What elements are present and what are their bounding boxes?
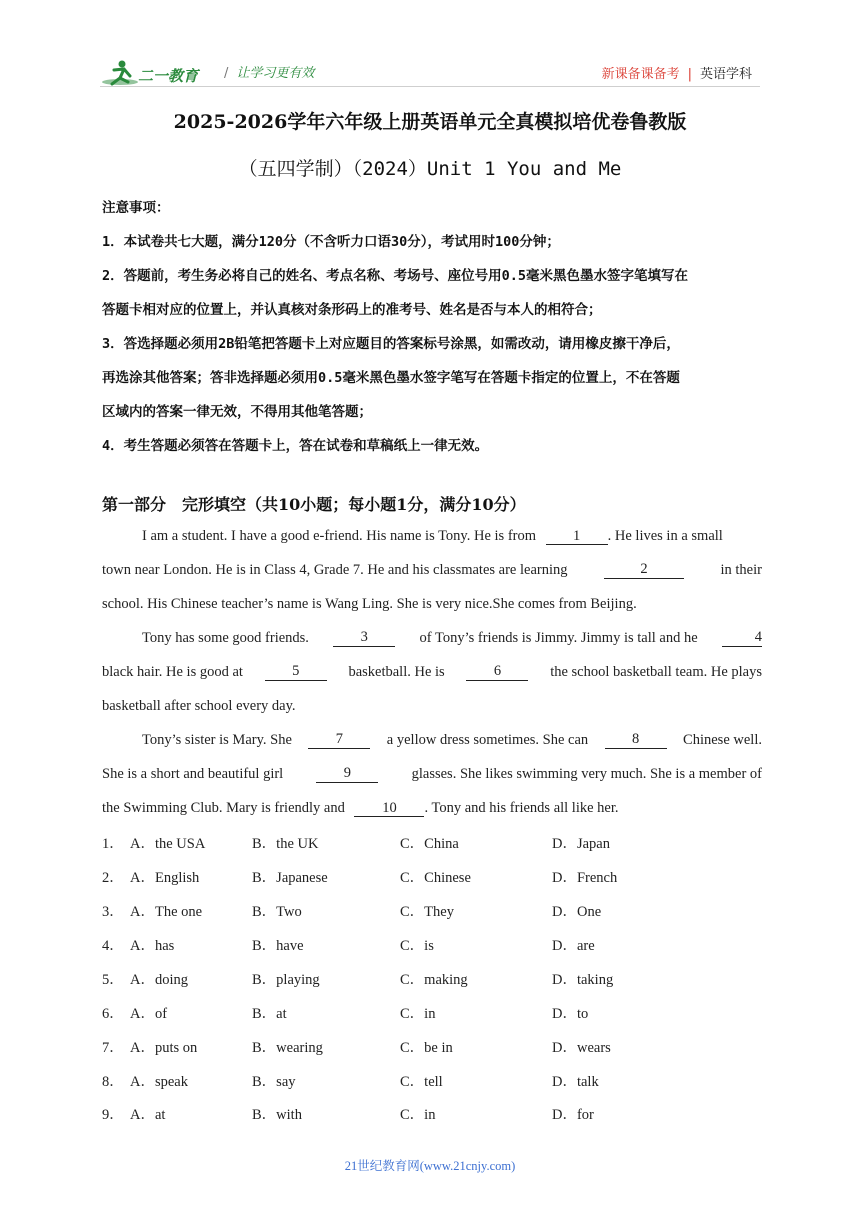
option-d[interactable]: D．wears <box>552 1040 611 1056</box>
passage-text: Tony’s sister is Mary. She <box>142 732 292 748</box>
notice-item-4: 4．考生答题必须答在答题卡上，答在试卷和草稿纸上一律无效。 <box>102 438 489 454</box>
passage-line <box>102 766 762 783</box>
option-c[interactable]: C．China <box>400 836 459 852</box>
option-d[interactable]: D．One <box>552 904 602 920</box>
exam-subtitle: （五四学制）（2024）Unit 1 You and Me <box>238 158 622 180</box>
option-c[interactable]: C．be in <box>400 1040 453 1056</box>
question-number: 9． <box>102 1107 124 1123</box>
question-number: 2． <box>102 870 124 886</box>
question-options-2 <box>102 866 762 886</box>
page-footer[interactable]: 21世纪教育网(www.21cnjy.com) <box>344 1159 516 1173</box>
option-c[interactable]: C．Chinese <box>400 870 471 886</box>
option-c[interactable]: C．They <box>400 904 454 920</box>
question-options-3 <box>102 900 762 920</box>
passage-line: basketball after school every day. <box>102 698 296 714</box>
blank-10: 10 <box>354 801 424 817</box>
question-number: 6． <box>102 1006 124 1022</box>
option-c[interactable]: C．in <box>400 1107 436 1123</box>
passage-text: . Tony and his friends all like her. <box>424 800 619 816</box>
passage-text: Tony has some good friends. <box>142 630 309 646</box>
passage-line <box>102 664 762 681</box>
option-c[interactable]: C．in <box>400 1006 436 1022</box>
option-a[interactable]: A．The one <box>130 904 203 920</box>
passage-line <box>102 800 762 817</box>
question-options-9 <box>102 1103 762 1123</box>
section-title: 第一部分 完形填空（共10小题；每小题1分，满分10分） <box>102 495 526 514</box>
notice-item-3-cont-2: 区域内的答案一律无效，不得用其他笔答题； <box>102 404 372 420</box>
question-number: 8． <box>102 1074 124 1090</box>
passage-text: I am a student. I have a good e-friend. His name is Tony. He is from <box>142 528 537 544</box>
header-subject <box>602 63 752 82</box>
notice-item-2-cont: 答题卡相对应的位置上，并认真核对条形码上的准考号、姓名是否与本人的相符合； <box>102 302 602 318</box>
option-a[interactable]: A．puts on <box>130 1040 198 1056</box>
option-d[interactable]: D．Japan <box>552 836 610 852</box>
passage-text: . He lives in a small <box>607 528 723 544</box>
notice-item-1: 1．本试卷共七大题，满分120分（不含听力口语30分），考试用时100分钟； <box>102 234 560 250</box>
question-number: 7． <box>102 1040 124 1056</box>
question-options-7 <box>102 1036 762 1056</box>
question-options-1 <box>102 832 762 852</box>
option-b[interactable]: B．playing <box>252 972 320 988</box>
passage-text: Chinese well. <box>683 732 762 748</box>
question-options-5 <box>102 968 762 988</box>
passage-line <box>142 630 762 647</box>
option-c[interactable]: C．making <box>400 972 468 988</box>
option-b[interactable]: B．have <box>252 938 304 954</box>
option-b[interactable]: B．the UK <box>252 836 319 852</box>
passage-line <box>142 528 762 545</box>
notice-item-3-cont: 再选涂其他答案；答非选择题必须用0.5毫米黑色墨水签字笔写在答题卡指定的位置上，不在答题 <box>102 370 680 386</box>
passage-text: in their <box>720 562 762 578</box>
question-number: 5． <box>102 972 124 988</box>
option-c[interactable]: C．is <box>400 938 434 954</box>
option-b[interactable]: B．Japanese <box>252 870 328 886</box>
option-b[interactable]: B．with <box>252 1107 302 1123</box>
option-a[interactable]: A．at <box>130 1107 166 1123</box>
blank-9: 9 <box>316 766 378 783</box>
option-d[interactable]: D．talk <box>552 1074 599 1090</box>
notice-item-2: 2．答题前，考生务必将自己的姓名、考点名称、考场号、座位号用0.5毫米黑色墨水签字笔填写在 <box>102 268 689 284</box>
slogan <box>224 62 314 81</box>
passage-text: basketball. He is <box>348 664 445 680</box>
option-d[interactable]: D．French <box>552 870 618 886</box>
passage-text: of Tony’s friends is Jimmy. Jimmy is tall and he <box>419 630 698 646</box>
blank-6: 6 <box>466 664 528 681</box>
blank-1: 1 <box>546 529 608 545</box>
notice-heading: 注意事项： <box>102 200 170 216</box>
notice-item-3: 3．答选择题必须用2B铅笔把答题卡上对应题目的答案标号涂黑，如需改动，请用橡皮擦干净后， <box>102 336 680 352</box>
passage-line: school. His Chinese teacher’s name is Wang Ling. She is very nice.She comes from Beijing. <box>102 596 637 612</box>
blank-3: 3 <box>333 630 395 647</box>
option-b[interactable]: B．Two <box>252 904 302 920</box>
slogan-separator: / <box>224 66 229 81</box>
passage-text: black hair. He is good at <box>102 664 243 680</box>
question-number: 4． <box>102 938 124 954</box>
passage-line <box>142 732 762 749</box>
passage-text: a yellow dress sometimes. She can <box>386 732 589 748</box>
option-a[interactable]: A．has <box>130 938 175 954</box>
question-number: 3． <box>102 904 124 920</box>
page-header <box>0 0 860 92</box>
blank-2: 2 <box>604 562 684 579</box>
blank-5: 5 <box>265 664 327 681</box>
exam-title: 2025-2026学年六年级上册英语单元全真模拟培优卷鲁教版 <box>173 111 687 133</box>
passage-text: the school basketball team. He plays <box>550 664 762 680</box>
option-a[interactable]: A．doing <box>130 972 188 988</box>
question-number: 1． <box>102 836 124 852</box>
option-b[interactable]: B．say <box>252 1074 296 1090</box>
option-b[interactable]: B．at <box>252 1006 287 1022</box>
passage-text: She is a short and beautiful girl <box>102 766 284 782</box>
question-options-6 <box>102 1002 762 1022</box>
option-a[interactable]: A．the USA <box>130 836 206 852</box>
option-a[interactable]: A．speak <box>130 1074 188 1090</box>
slogan-text: 让学习更有效 <box>236 66 315 81</box>
header-rule <box>100 86 760 87</box>
option-d[interactable]: D．taking <box>552 972 614 988</box>
option-c[interactable]: C．tell <box>400 1074 443 1090</box>
option-d[interactable]: D．to <box>552 1006 589 1022</box>
header-subject-label: 英语学科 <box>699 67 752 82</box>
header-tagline: 新课备课备考 <box>601 67 680 82</box>
passage-line <box>102 562 762 579</box>
option-a[interactable]: A．of <box>130 1006 168 1022</box>
logo-text: 二一教育 <box>138 67 199 85</box>
question-options-8 <box>102 1070 762 1090</box>
header-divider: | <box>687 67 692 82</box>
question-options-4 <box>102 934 762 954</box>
passage-text: the Swimming Club. Mary is friendly and <box>102 800 345 816</box>
passage-text: glasses. She likes swimming very much. She is a member of <box>411 766 762 782</box>
blank-7: 7 <box>308 732 370 749</box>
option-d[interactable]: D．are <box>552 938 595 954</box>
option-a[interactable]: A．English <box>130 870 200 886</box>
blank-8: 8 <box>605 732 667 749</box>
option-b[interactable]: B．wearing <box>252 1040 323 1056</box>
passage-text: town near London. He is in Class 4, Grade 7. He and his classmates are learning <box>102 562 568 578</box>
blank-4: 4 <box>722 630 762 647</box>
option-d[interactable]: D．for <box>552 1107 594 1123</box>
